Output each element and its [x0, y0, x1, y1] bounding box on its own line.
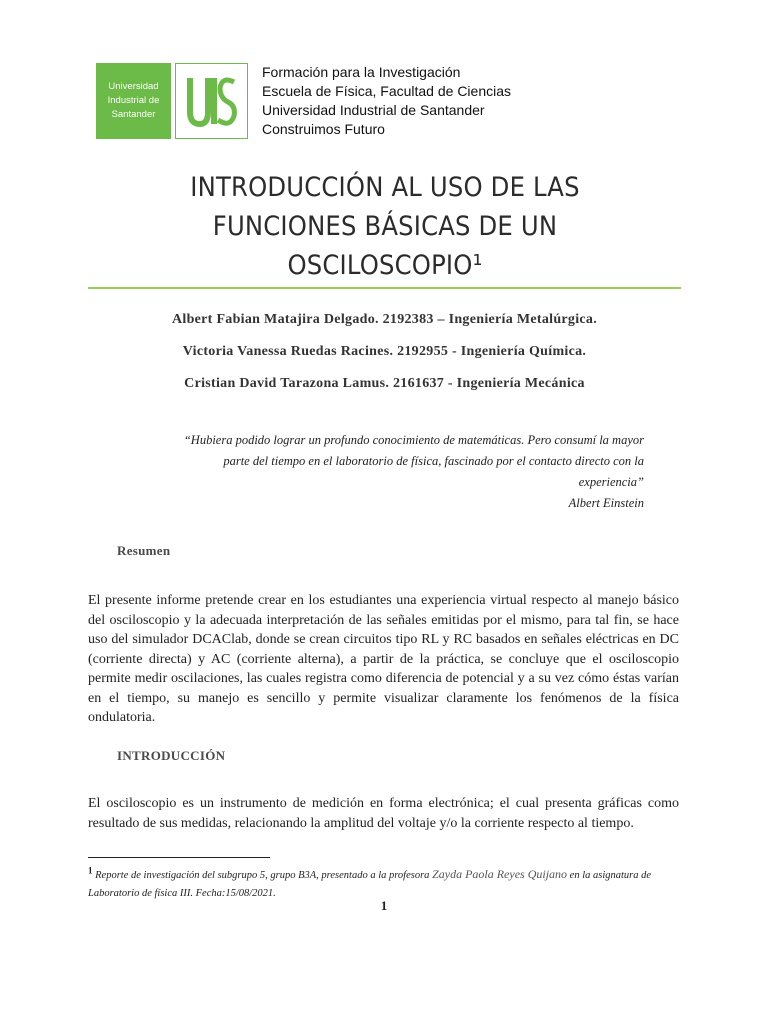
header-line: Formación para la Investigación: [262, 64, 461, 80]
footnote-text-after: en la asignatura de Laboratorio de física III. Fecha:15/08/2021.: [88, 870, 652, 899]
intro-text: El osciloscopio es un instrumento de medición en forma electrónica; el cual presenta gráficas como resultado de sus medidas, relacionando la amplitud del voltaje y/o la corriente respecto al tiempo.: [88, 796, 679, 831]
uis-emblem-icon: [186, 72, 238, 130]
logo-line-2: Industrial de: [107, 95, 160, 106]
header-line: Construimos Futuro: [262, 121, 385, 137]
epigraph: [124, 430, 644, 514]
footnote-text-before: Reporte de investigación del subgrupo 5, grupo B3A, presentado a la profesora: [95, 870, 430, 881]
title-line: INTRODUCCIÓN AL USO DE LAS: [190, 172, 580, 203]
title-line: OSCILOSCOPIO¹: [287, 250, 483, 281]
uis-logo-text: [96, 63, 171, 139]
footnote-divider: [88, 857, 270, 858]
logo-line-1: Universidad: [108, 81, 159, 92]
epigraph-line: experiencia”: [578, 475, 644, 489]
title-line: FUNCIONES BÁSICAS DE UN: [212, 211, 558, 242]
epigraph-line: parte del tiempo en el laboratorio de física, fascinado por el contacto directo con la: [223, 454, 644, 468]
author-2: Victoria Vanessa Ruedas Racines. 2192955 - Ingeniería Química.: [182, 344, 587, 359]
uis-emblem: [175, 63, 248, 139]
footnote-number: 1: [88, 865, 93, 876]
footnote-professor: Zayda Paola Reyes Quijano: [432, 867, 568, 881]
title-divider: [88, 287, 681, 289]
author-1: Albert Fabian Matajira Delgado. 2192383 – Ingeniería Metalúrgica.: [171, 312, 598, 327]
intro-heading: INTRODUCCIÓN: [117, 748, 226, 763]
resumen-text: El presente informe pretende crear en los estudiantes una experiencia virtual respecto al manejo básico del osciloscopio y la adecuada interpretación de las señales emitidas por el mismo, para tal fin, se hace uso del simulador DCAClab, donde se crean circuitos tipo RL y RC basados en señales eléctricas en DC (corriente directa) y AC (corriente alterna), a partir de la práctica, se concluye que el osciloscopio permite medir oscilaciones, las cuales registra como diferencia de potencial y a su vez cómo éstas varían en el tiempo, su manejo es sencillo y permite visualizar claramente los fenómenos de la física ondulatoria.: [88, 593, 679, 725]
author-3: Cristian David Tarazona Lamus. 2161637 - Ingeniería Mecánica: [184, 376, 585, 391]
header-line: Universidad Industrial de Santander: [262, 102, 485, 118]
page-number: 1: [380, 898, 388, 913]
institution-header: [262, 63, 511, 139]
header-line: Escuela de Física, Facultad de Ciencias: [262, 83, 512, 99]
epigraph-author: Albert Einstein: [568, 496, 644, 510]
paper-title: [120, 168, 651, 285]
logo-line-3: Santander: [111, 109, 156, 120]
resumen-heading: Resumen: [117, 543, 171, 558]
epigraph-line: “Hubiera podido lograr un profundo conocimiento de matemáticas. Pero consumí la mayor: [183, 433, 644, 447]
